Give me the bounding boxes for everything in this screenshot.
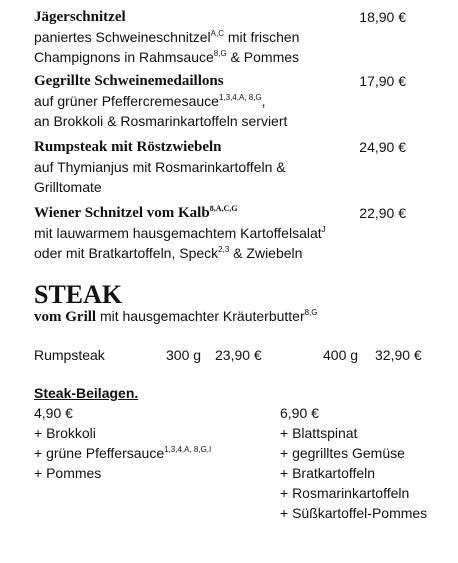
dish-title: Jägerschnitzel [34,9,126,25]
steak-price-large: 32,90 € [375,347,422,363]
dish-description: an Brokkoli & Rosmarinkartoffeln serviert [34,113,288,129]
dish-price: 24,90 € [359,139,406,155]
dish-title: Gegrillte Schweinemedaillons [34,73,224,89]
dish-price: 18,90 € [359,9,406,25]
dish-description: Grilltomate [34,179,102,195]
allergen-marker: 8,G [213,49,227,58]
allergen-marker: 8,G [304,308,318,317]
dish-description: paniertes Schweineschnitzel$^{A,C}$ mit frischen [34,29,300,45]
sides-column-right [280,403,427,523]
sides-item: + Blattspinat [280,425,358,441]
sides-item: + grüne Pfeffersauce$^{1,3,4,A, 8,G,I}$ [34,445,212,461]
dish-price: 22,90 € [359,205,406,221]
allergen-marker: 2,3 [218,245,230,254]
menu-item-wiener-schnitzel [34,203,434,263]
dish-description: oder mit Bratkartoffeln, Speck$^{2,3}$ & Zwiebeln [34,245,303,261]
sides-item: + Süßkartoffel-Pommes [280,505,428,521]
dish-description: auf grüner Pfeffercremesauce$^{1,3,4,A, 8,G}$, [34,93,266,109]
sides-column-left [34,403,211,483]
sides-item: + Brokkoli [34,425,96,441]
section-heading-steak: STEAK [34,280,123,309]
sides-heading: Steak-Beilagen. [34,385,139,401]
dish-title: Rumpsteak mit Röstzwiebeln [34,139,222,155]
dish-title: Wiener Schnitzel vom Kalb$^{8,A,C,G}$ [34,204,238,221]
dish-description: Champignons in Rahmsauce$^{8,G}$ & Pommes [34,49,300,65]
sides-price: 6,90 € [280,405,319,421]
steak-price-small: 23,90 € [215,347,262,363]
menu-item-rumpsteak-roestzwiebeln [34,137,434,197]
sides-item: + Pommes [34,465,102,481]
allergen-marker: 1,3,4,A, 8,G [218,93,262,102]
allergen-marker: J [321,225,326,234]
menu-item-jaegerschnitzel [34,7,434,67]
dish-description: auf Thymianjus mit Rosmarinkartoffeln & [34,159,286,175]
sides-item: + gegrilltes Gemüse [280,445,405,461]
allergen-marker: 8,A,C,G [209,204,238,213]
allergen-marker: A,C [210,29,224,38]
allergen-marker: 1,3,4,A, 8,G,I [164,445,212,454]
sides-item: + Bratkartoffeln [280,465,376,481]
dish-price: 17,90 € [359,73,406,89]
steak-item-name: Rumpsteak [34,347,105,363]
dish-description: mit lauwarmem hausgemachtem Kartoffelsalat$^J$ [34,225,326,241]
steak-size-large: 400 g [323,347,359,363]
sides-price: 4,90 € [34,405,73,421]
sides-item: + Rosmarinkartoffeln [280,485,410,501]
menu-item-schweinemedaillons [34,71,434,131]
section-subtitle: vom Grill mit hausgemachter Kräuterbutter$^{8,G}$ [34,308,318,325]
steak-size-small: 300 g [166,347,202,363]
